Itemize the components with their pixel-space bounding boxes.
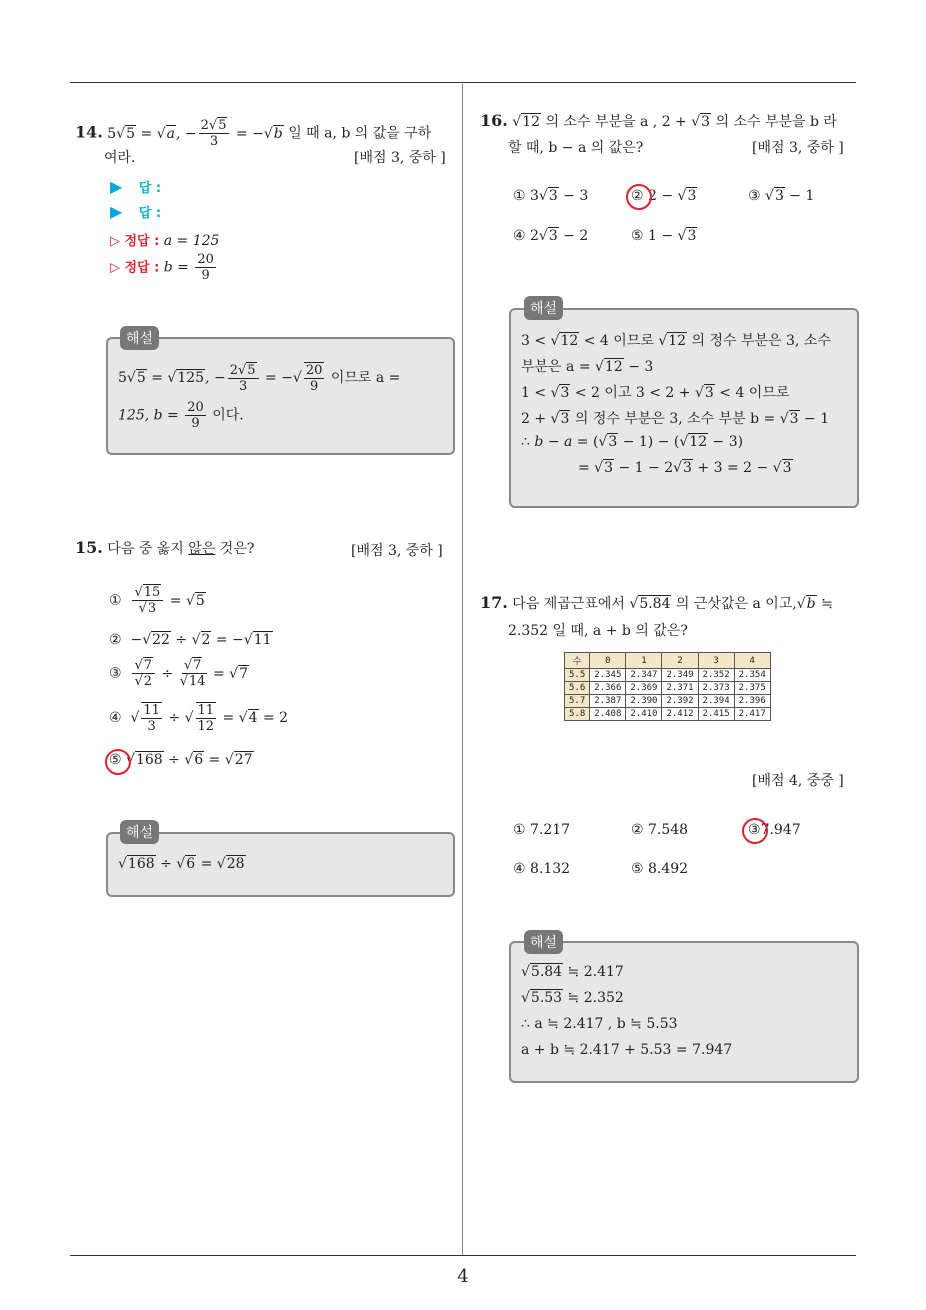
table-row: 5.8 2.408 2.410 2.412 2.415 2.417 xyxy=(565,708,771,721)
table-row: 5.5 2.345 2.347 2.349 2.352 2.354 xyxy=(565,669,771,682)
solution-line-2: 부분은 a = √12 − 3 xyxy=(521,359,654,375)
stem-text: 일 때 a, b 의 값을 구하 xyxy=(283,125,432,142)
choice-5[interactable]: ⑤ 8.492 xyxy=(631,861,689,877)
choice-4[interactable]: ④ 8.132 xyxy=(513,861,571,877)
solution-label: 해설 xyxy=(120,820,159,844)
selected-circle-icon xyxy=(105,749,131,775)
triangle-icon: ▶ xyxy=(110,202,123,221)
stem-line-2: 2.352 일 때, a + b 의 값은? xyxy=(508,623,688,639)
choice-3[interactable]: ③7.947 xyxy=(748,822,801,838)
solution-line-3: ∴ a ≒ 2.417 , b ≒ 5.53 xyxy=(521,1016,678,1032)
column-divider xyxy=(462,82,463,1256)
equation: 5√5 = √a, − $\frac{2√5}{3}$ = −√b xyxy=(107,118,283,149)
choice-1[interactable]: ① 7.217 xyxy=(513,822,571,838)
correct-value: a = 125 xyxy=(163,233,220,249)
choice-4[interactable]: ④ 2√3 − 2 xyxy=(513,228,589,244)
answer-label: 답 : xyxy=(138,181,162,196)
square-root-table: 수 0 1 2 3 4 5.5 2.345 2.347 2.349 2.352 2.354 5.6 2.366 2.369 2.371 2.373 2.375 5.7 2.387 2.390 2.392 2.394 2.396 5.8 2.408 2.410 2.412 2.415 2.417 xyxy=(564,652,771,721)
solution-line-2: √5.53 ≒ 2.352 xyxy=(521,990,624,1006)
stem-line-2: 여라. xyxy=(104,150,136,166)
solution-line-4: a + b ≒ 2.417 + 5.53 = 7.947 xyxy=(521,1042,733,1058)
outline-triangle-icon: ▷ xyxy=(110,260,120,276)
answer-line-2 xyxy=(110,202,161,221)
solution-label: 해설 xyxy=(120,326,159,350)
choice-2[interactable]: ② 7.548 xyxy=(631,822,689,838)
solution-box-14 xyxy=(106,337,455,455)
choice-2[interactable]: ② −√22 ÷ √2 = −√11 xyxy=(109,632,272,648)
page-number: 4 xyxy=(457,1266,469,1287)
solution-line-1: 3 < √12 < 4 이므로 √12 의 정수 부분은 3, 소수 xyxy=(521,333,831,349)
triangle-icon: ▶ xyxy=(110,177,123,196)
selected-circle-icon xyxy=(742,818,768,844)
question-15: 15. 다음 중 옳지 않은 것은? xyxy=(75,538,255,557)
question-14 xyxy=(75,118,455,149)
choice-5[interactable]: ⑤ √168 ÷ √6 = √27 xyxy=(109,752,253,768)
bottom-rule xyxy=(70,1255,856,1256)
outline-triangle-icon: ▷ xyxy=(110,234,120,249)
answer-line-1 xyxy=(110,177,161,196)
solution-line-6: = √3 − 1 − 2√3 + 3 = 2 − √3 xyxy=(578,460,792,476)
score-label: [배점 3, 중하 ] xyxy=(354,150,446,166)
solution-line-2: 125, b = $\frac{20}{9}$ 이다. xyxy=(118,400,244,431)
solution-line-1: 5√5 = √125, − $\frac{2√5}{3}$ = −√ $\frac{20}{9}$ 이므로 a = xyxy=(118,362,401,394)
stem-line-2: 할 때, b − a 의 값은? xyxy=(508,140,644,156)
fraction: $\frac{20}{9}$ xyxy=(197,252,214,283)
correct-value: b = xyxy=(163,259,189,276)
correct-answer-1 xyxy=(110,230,219,249)
score-label: [배점 3, 중하 ] xyxy=(351,543,443,559)
question-17: 17. 다음 제곱근표에서 √5.84 의 근삿값은 a 이고,√b ≒ xyxy=(480,593,833,612)
correct-answer-2 xyxy=(110,252,218,283)
score-label: [배점 3, 중하 ] xyxy=(752,140,844,156)
table-row: 5.7 2.387 2.390 2.392 2.394 2.396 xyxy=(565,695,771,708)
choice-3[interactable]: ③ √3 − 1 xyxy=(748,188,815,204)
solution-label: 해설 xyxy=(524,296,563,320)
question-16: 16. √12 의 소수 부분을 a , 2 + √3 의 소수 부분을 b 라 xyxy=(480,111,837,130)
table-row: 5.6 2.366 2.369 2.371 2.373 2.375 xyxy=(565,682,771,695)
score-label: [배점 4, 중중 ] xyxy=(752,773,844,789)
selected-circle-icon xyxy=(626,184,652,210)
correct-label: 정답 : xyxy=(124,234,160,249)
solution-line-1: √168 ÷ √6 = √28 xyxy=(118,856,245,872)
choice-4[interactable]: ④ √ $\frac{11}{3}$ ÷ √ $\frac{11}{12}$ = √4 = 2 xyxy=(109,703,289,734)
correct-label: 정답 : xyxy=(124,260,160,276)
choice-1[interactable]: ① 3√3 − 3 xyxy=(513,188,589,204)
solution-line-1: √5.84 ≒ 2.417 xyxy=(521,964,624,980)
choice-3[interactable]: ③ $\frac{√7}{√2}$ ÷ $\frac{√7}{√14}$ = √7 xyxy=(109,658,249,689)
solution-line-3: 1 < √3 < 2 이고 3 < 2 + √3 < 4 이므로 xyxy=(521,385,790,401)
choice-2[interactable]: ② 2 − √3 xyxy=(631,188,697,204)
solution-label: 해설 xyxy=(524,930,563,954)
question-number: 14. xyxy=(75,122,103,142)
solution-line-5: ∴ b − a = (√3 − 1) − (√12 − 3) xyxy=(521,434,744,450)
solution-line-4: 2 + √3 의 정수 부분은 3, 소수 부분 b = √3 − 1 xyxy=(521,411,830,427)
choice-1[interactable]: ① $\frac{√15}{√3}$ = √5 xyxy=(109,585,205,616)
choice-5[interactable]: ⑤ 1 − √3 xyxy=(631,228,697,244)
answer-label: 답 : xyxy=(138,206,162,221)
top-rule xyxy=(70,82,856,83)
